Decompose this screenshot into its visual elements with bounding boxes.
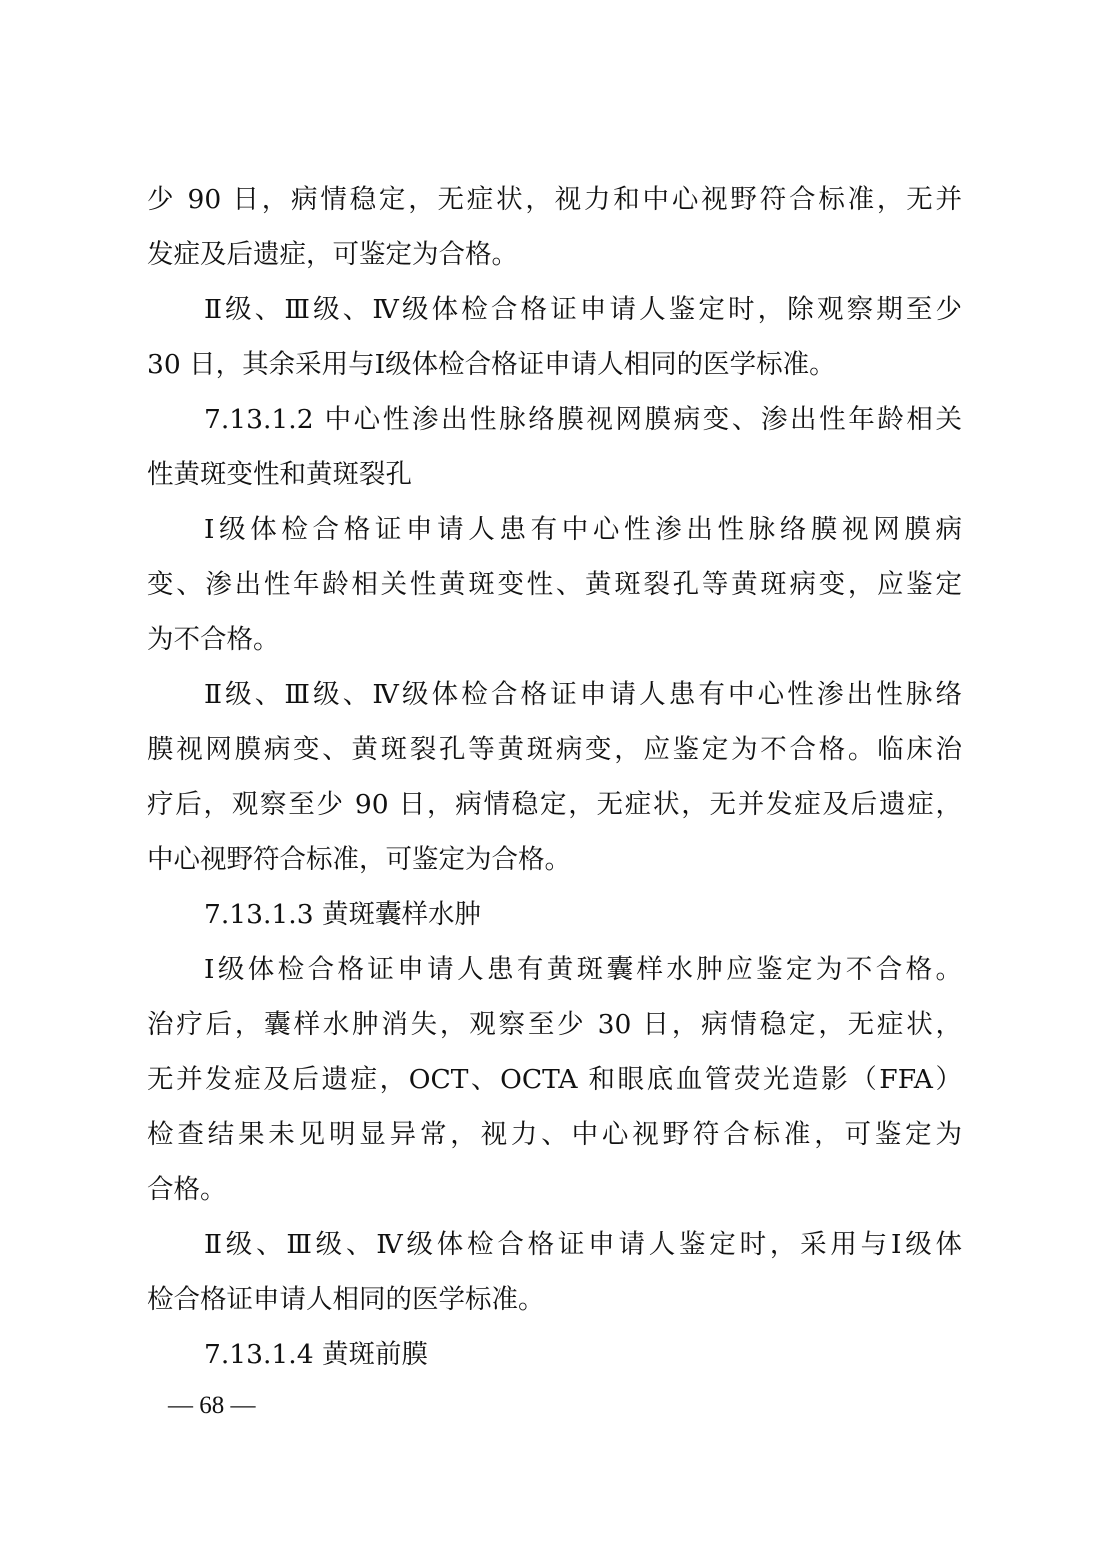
text-line: 合格。 [147, 1174, 227, 1205]
text-line: 无并发症及后遗症，OCT、OCTA 和眼底血管荧光造影（FFA） [147, 1064, 962, 1095]
text-line: 中心视野符合标准，可鉴定为合格。 [147, 844, 571, 875]
text-line: Ⅱ级、Ⅲ级、Ⅳ级体检合格证申请人鉴定时，采用与Ⅰ级体 [204, 1229, 962, 1260]
text-line: Ⅱ级、Ⅲ级、Ⅳ级体检合格证申请人患有中心性渗出性脉络 [204, 679, 962, 710]
text-line: 疗后，观察至少 90 日，病情稳定，无症状，无并发症及后遗症， [147, 789, 962, 820]
text-line: 检查结果未见明显异常，视力、中心视野符合标准，可鉴定为 [147, 1119, 962, 1150]
section-heading-continued: 性黄斑变性和黄斑裂孔 [147, 459, 412, 490]
text-line: 少 90 日，病情稳定，无症状，视力和中心视野符合标准，无并 [147, 184, 962, 215]
text-line: 治疗后，囊样水肿消失，观察至少 30 日，病情稳定，无症状， [147, 1009, 962, 1040]
page-number: — 68 — [168, 1392, 256, 1419]
section-heading: 7.13.1.4 黄斑前膜 [204, 1339, 428, 1370]
text-line: Ⅰ级体检合格证申请人患有中心性渗出性脉络膜视网膜病 [204, 514, 962, 545]
text-line: 变、渗出性年龄相关性黄斑变性、黄斑裂孔等黄斑病变，应鉴定 [147, 569, 962, 600]
text-line: Ⅰ级体检合格证申请人患有黄斑囊样水肿应鉴定为不合格。 [204, 954, 962, 985]
text-line: 膜视网膜病变、黄斑裂孔等黄斑病变，应鉴定为不合格。临床治 [147, 734, 962, 765]
text-line: 检合格证申请人相同的医学标准。 [147, 1284, 545, 1315]
text-line: 为不合格。 [147, 624, 280, 655]
text-line: 30 日，其余采用与Ⅰ级体检合格证申请人相同的医学标准。 [147, 349, 836, 380]
text-line: Ⅱ级、Ⅲ级、Ⅳ级体检合格证申请人鉴定时，除观察期至少 [204, 294, 962, 325]
section-heading: 7.13.1.3 黄斑囊样水肿 [204, 899, 481, 930]
text-line: 发症及后遗症，可鉴定为合格。 [147, 239, 518, 270]
section-heading: 7.13.1.2 中心性渗出性脉络膜视网膜病变、渗出性年龄相关 [204, 404, 962, 435]
